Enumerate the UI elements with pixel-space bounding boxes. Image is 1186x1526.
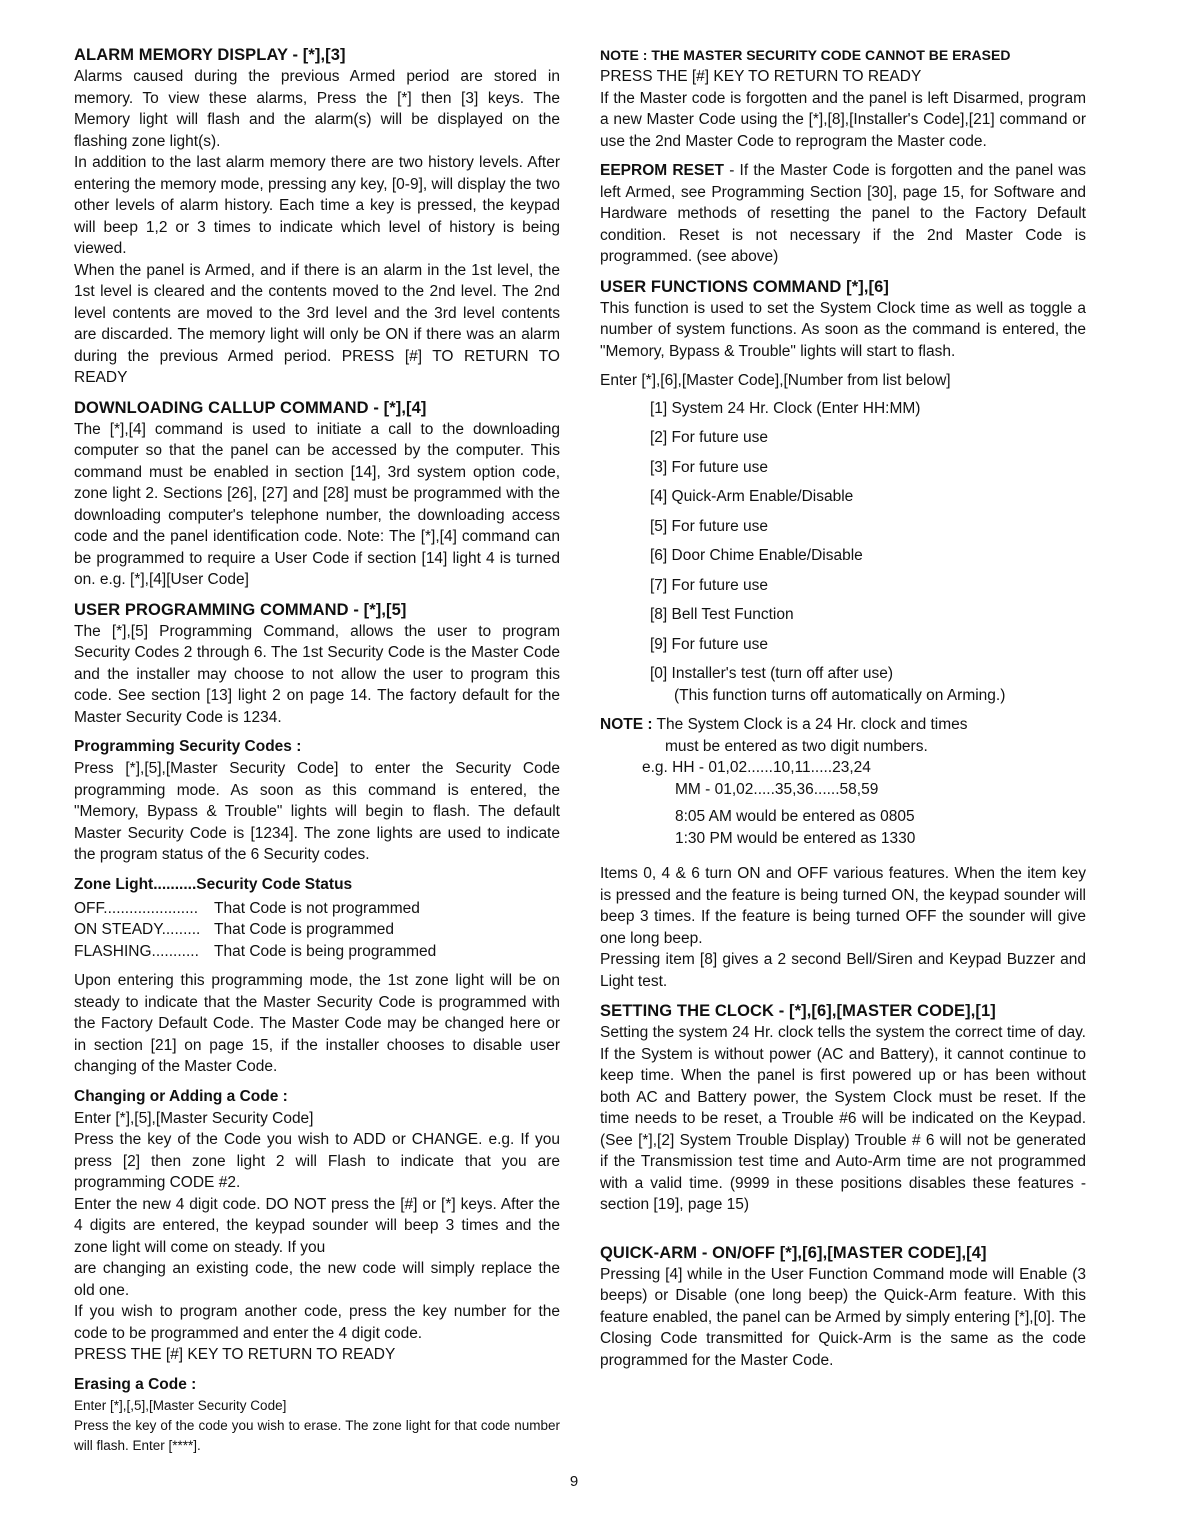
changing-heading: Changing or Adding a Code :: [74, 1087, 288, 1105]
note-clock-line1: [600, 714, 1086, 736]
alarm-memory-p2: In addition to the last alarm memory there are two history levels. After entering the memory mode, pressing any key, [0-9], will display the two other levels of alarm history. Each time a key is pressed, the keypad will beep 1,2 or 3 times to indicate which level of history is being viewed.: [74, 154, 560, 257]
list-item: [8] Bell Test Function: [650, 606, 794, 623]
downloading-p1: The [*],[4] command is used to initiate a call to the downloading computer so that the panel can be accessed by the computer. This command must be enabled in section [14], 3rd system option code, zone light 2. Sections [26], [27] and [28] must be programmed with the downloading computer's telephone number, the downloading access code and the panel identification code. Note: The [*],[4] command can be programmed to require a User Code if section [14] light 4 is turned on. e.g. [*],[4][User Code]: [74, 420, 560, 588]
alarm-memory-p1: Alarms caused during the previous Armed period are stored in memory. To view these alarms, Press the [*] then [3] keys. The Memory light will flash and the alarm(s) will be displayed on the flashing zone light(s).: [74, 68, 560, 150]
note-clock-text: The System Clock is a 24 Hr. clock and times: [652, 716, 968, 733]
changing-p3: are changing an existing code, the new code will simply replace the old one.: [74, 1260, 560, 1299]
user-programming-heading: USER PROGRAMMING COMMAND - [*],[5]: [74, 600, 407, 619]
eeprom-paragraph: [600, 160, 1086, 268]
status-value: That Code is being programmed: [214, 942, 437, 960]
alarm-memory-p3: When the panel is Armed, and if there is an alarm in the 1st level, the 1st level is cleared and the contents moved to the 2nd level. The 2nd level contents are moved to the 3rd level and the 3rd level contents are discarded. The memory light will only be ON if there was an alarm during the previous Armed period. PRESS [#] TO RETURN TO READY: [74, 261, 560, 386]
list-item: [7] For future use: [650, 576, 769, 594]
list-item-note: (This function turns off automatically on Arming.): [674, 686, 1006, 704]
downloading-heading: DOWNLOADING CALLUP COMMAND - [*],[4]: [74, 398, 427, 417]
status-key: OFF......................: [74, 899, 199, 917]
changing-p4: If you wish to program another code, press the key number for the code to be programmed and enter the 4 digit code.: [74, 1303, 560, 1342]
status-value: That Code is programmed: [214, 921, 395, 938]
status-key: FLASHING...........: [74, 942, 199, 960]
erasing-p1: Press the key of the code you wish to erase. The zone light for that code number will flash. Enter [****].: [74, 1417, 560, 1453]
status-value: That Code is not programmed: [214, 899, 420, 917]
list-item: [9] For future use: [650, 635, 769, 653]
programming-codes-heading: Programming Security Codes :: [74, 738, 302, 755]
changing-p5: PRESS THE [#] KEY TO RETURN TO READY: [74, 1346, 396, 1363]
items-text-p2: Pressing item [8] gives a 2 second Bell/Siren and Keypad Buzzer and Light test.: [600, 951, 1086, 990]
list-item: [3] For future use: [650, 458, 769, 476]
eeprom-label: EEPROM RESET: [600, 162, 725, 179]
note-clock-line4: MM - 01,02.....35,36......58,59: [675, 780, 879, 798]
setting-clock-heading: SETTING THE CLOCK - [*],[6],[MASTER CODE],[1]: [600, 1002, 996, 1020]
note-clock-line3: e.g. HH - 01,02......10,11.....23,24: [642, 759, 871, 776]
user-functions-p1: This function is used to set the System Clock time as well as toggle a number of system functions. As soon as the command is entered, the "Memory, Bypass & Trouble" lights will start to flash.: [600, 299, 1086, 360]
left-column: [74, 44, 560, 1456]
zone-status-table-header: Zone Light..........Security Code Status: [74, 875, 353, 893]
note-master-heading: NOTE : THE MASTER SECURITY CODE CANNOT BE ERASED: [600, 47, 1011, 63]
status-key: ON STEADY.........: [74, 921, 201, 938]
user-programming-p1: The [*],[5] Programming Command, allows the user to program Security Codes 2 through 6. The 1st Security Code is the Master Code and the installer may choose to not allow the user to program this code. See section [13] light 2 on page 14. The factory default for the Master Security Code is 1234.: [74, 622, 560, 726]
right-column: [600, 44, 1086, 1371]
note-label: NOTE :: [600, 716, 653, 733]
note-clock-line6: 1:30 PM would be entered as 1330: [675, 829, 916, 847]
changing-p2: Enter the new 4 digit code. DO NOT press the [#] or [*] keys. After the 4 digits are entered, the keypad sounder will beep 3 times and the zone light will come on steady. If you: [74, 1195, 560, 1256]
note-master-l1: PRESS THE [#] KEY TO RETURN TO READY: [600, 68, 922, 85]
user-functions-heading: USER FUNCTIONS COMMAND [*],[6]: [600, 277, 889, 296]
changing-l1: Enter [*],[5],[Master Security Code]: [74, 1109, 314, 1127]
page-number: 9: [569, 1473, 579, 1490]
function-list: [650, 398, 1086, 707]
erasing-heading: Erasing a Code :: [74, 1375, 197, 1393]
erasing-l1: Enter [*],[,5],[Master Security Code]: [74, 1397, 287, 1413]
quick-arm-p1: Pressing [4] while in the User Function Command mode will Enable (3 beeps) or Disable (one long beep) the Quick-Arm feature. With this feature enabled, the panel can be Armed by simply entering [*],[0]. The Closing Code transmitted for Quick-Arm is the same as the code programmed for the Master Code.: [600, 1265, 1086, 1369]
list-item: [2] For future use: [650, 429, 769, 446]
alarm-memory-heading: ALARM MEMORY DISPLAY - [*],[3]: [74, 46, 346, 64]
note-master-p1: If the Master code is forgotten and the panel is left Disarmed, program a new Master Code using the [*],[8],[Installer's Code],[21] command or use the 2nd Master Code to reprogram the Master code.: [600, 89, 1086, 150]
list-item: [0] Installer's test (turn off after use): [650, 665, 894, 682]
programming-codes-p1: Press [*],[5],[Master Security Code] to enter the Security Code programming mode. As soon as this command is entered, the "Memory, Bypass & Trouble" lights will begin to flash. The default Master Security Code is [1234]. The zone lights are used to indicate the program status of the 6 Security codes.: [74, 760, 560, 863]
user-functions-enter: Enter [*],[6],[Master Code],[Number from list below]: [600, 372, 951, 389]
note-clock-line2: must be entered as two digit numbers.: [665, 737, 928, 755]
eeprom-text: - If the Master Code is forgotten and the panel was left Armed, see Programming Section [30], page 15, for Software and Hardware methods of resetting the panel to the Factory Default condition. Reset is not necessary if the 2nd Master Code is programmed. (see above): [600, 162, 1086, 265]
quick-arm-heading: QUICK-ARM - ON/OFF [*],[6],[MASTER CODE],[4]: [600, 1243, 987, 1262]
list-item: [5] For future use: [650, 517, 769, 535]
items-text-p1: Items 0, 4 & 6 turn ON and OFF various features. When the item key is pressed and the feature is being turned ON, the keypad sounder will beep 3 times. If the feature is being turned OFF the sounder will give one long beep.: [600, 865, 1086, 947]
table-row: [74, 941, 436, 963]
table-row: [74, 919, 436, 941]
zone-status-table: [74, 898, 436, 963]
programming-codes-p2: Upon entering this programming mode, the 1st zone light will be on steady to indicate that the Master Security Code is programmed with the Factory Default Code. The Master Code may be changed here or in section [21] on page 15, if the installer chooses to disable user changing of the Master Code.: [74, 972, 560, 1075]
changing-p1: Press the key of the Code you wish to ADD or CHANGE. e.g. If you press [2] then zone light 2 will Flash to indicate that you are programming CODE #2.: [74, 1131, 560, 1191]
setting-clock-p1: Setting the system 24 Hr. clock tells the system the correct time of day. If the System is without power (AC and Battery), it cannot continue to keep time. When the panel is first powered up or has been without both AC and Battery power, the System Clock must be reset. If the time needs to be reset, a Trouble #6 will be indicated on the Keypad. (See [*],[2] System Trouble Display) Trouble # 6 will not be generated if the Transmission test time and Auto-Arm time are not programmed with a valid time. (9999 in these positions disables these features - section [19], page 15): [600, 1024, 1086, 1213]
list-item: [4] Quick-Arm Enable/Disable: [650, 488, 854, 505]
list-item: [1] System 24 Hr. Clock (Enter HH:MM): [650, 399, 921, 417]
note-clock-line5: 8:05 AM would be entered as 0805: [675, 808, 915, 825]
list-item: [6] Door Chime Enable/Disable: [650, 547, 863, 564]
table-row: [74, 898, 436, 920]
